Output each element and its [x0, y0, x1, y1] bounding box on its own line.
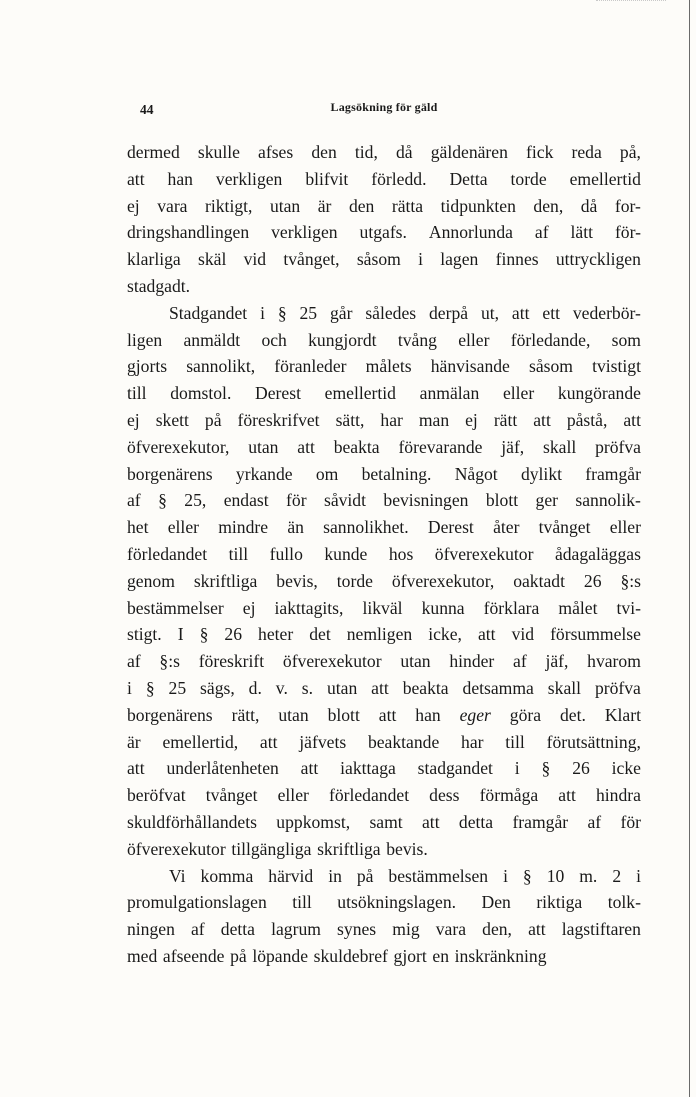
text-line: öfverexekutor tillgängliga skriftliga bevis. [127, 838, 428, 859]
text-line: af §:s föreskrift öfverexekutor utan hinder af jäf, hvarom [127, 651, 641, 672]
text-line: ej vara riktigt, utan är den rätta tidpunkten den, då for- [127, 195, 641, 216]
text-line: promulgationslagen till utsökningslagen. Den riktiga tolk- [127, 892, 641, 913]
page-edge-line [689, 0, 690, 1097]
text-line: dermed skulle afses den tid, då gäldenären fick reda på, [127, 142, 641, 162]
page-number: 44 [140, 102, 154, 117]
text-line: borgenärens rätt, utan blott att han eger göra det. Klart [127, 704, 641, 725]
text-line: genom skriftliga bevis, torde öfverexekutor, oaktadt 26 §:s [127, 570, 641, 591]
text-line: skuldförhållandets uppkomst, samt att detta framgår af för [127, 811, 641, 832]
text-line: är emellertid, att jäfvets beaktande har till förutsättning, [127, 731, 641, 752]
text-line: med afseende på löpande skuldebref gjort en inskränkning [127, 945, 547, 966]
text-line: till domstol. Derest emellertid anmälan eller kungörande [127, 383, 641, 404]
text-line: dringshandlingen verkligen utgafs. Annorlunda af lätt för- [127, 222, 641, 243]
text-line: borgenärens yrkande om betalning. Något dylikt framgår [127, 463, 641, 484]
paragraph [127, 863, 641, 970]
scan-mark [596, 0, 666, 4]
text-line: att underlåtenheten att iakttaga stadgandet i § 26 icke [127, 758, 641, 779]
text-line: i § 25 sägs, d. v. s. utan att beakta detsamma skall pröfva [127, 677, 641, 698]
text-line: ningen af detta lagrum synes mig vara den, att lagstiftaren [127, 919, 641, 940]
text-line: ligen anmäldt och kungjordt tvång eller förledande, som [127, 329, 641, 350]
paragraph [127, 300, 641, 863]
page-header [127, 96, 641, 120]
text-line: gjorts sannolikt, föranleder målets hänvisande såsom tvistigt [127, 356, 641, 377]
text-line: Stadgandet i § 25 går således derpå ut, att ett vederbör- [169, 302, 641, 323]
text-line: beröfvat tvånget eller förledandet dess förmåga att hindra [127, 785, 641, 806]
text-line: Vi komma härvid in på bestämmelsen i § 10 m. 2 i [169, 865, 641, 886]
text-line: att han verkligen blifvit förledd. Detta torde emellertid [127, 168, 641, 189]
text-line: öfverexekutor, utan att beakta förevarande jäf, skall pröfva [127, 436, 641, 457]
text-line: klarliga skäl vid tvånget, såsom i lagen finnes uttryckligen [127, 249, 641, 270]
paragraph [127, 139, 641, 300]
text-line: af § 25, endast för såvidt bevisningen blott ger sannolik- [127, 490, 641, 511]
text-line: ej skett på föreskrifvet sätt, har man ej rätt att påstå, att [127, 409, 641, 430]
text-line: stigt. I § 26 heter det nemligen icke, att vid försummelse [127, 624, 641, 645]
text-line: het eller mindre än sannolikhet. Derest åter tvånget eller [127, 517, 641, 538]
running-title: Lagsökning för gäld [330, 100, 438, 114]
body-text [127, 139, 641, 970]
text-line: förledandet till fullo kunde hos öfverexekutor ådagaläggas [127, 543, 641, 564]
text-line: stadgadt. [127, 275, 191, 296]
text-line: bestämmelser ej iakttagits, likväl kunna förklara målet tvi- [127, 597, 641, 618]
